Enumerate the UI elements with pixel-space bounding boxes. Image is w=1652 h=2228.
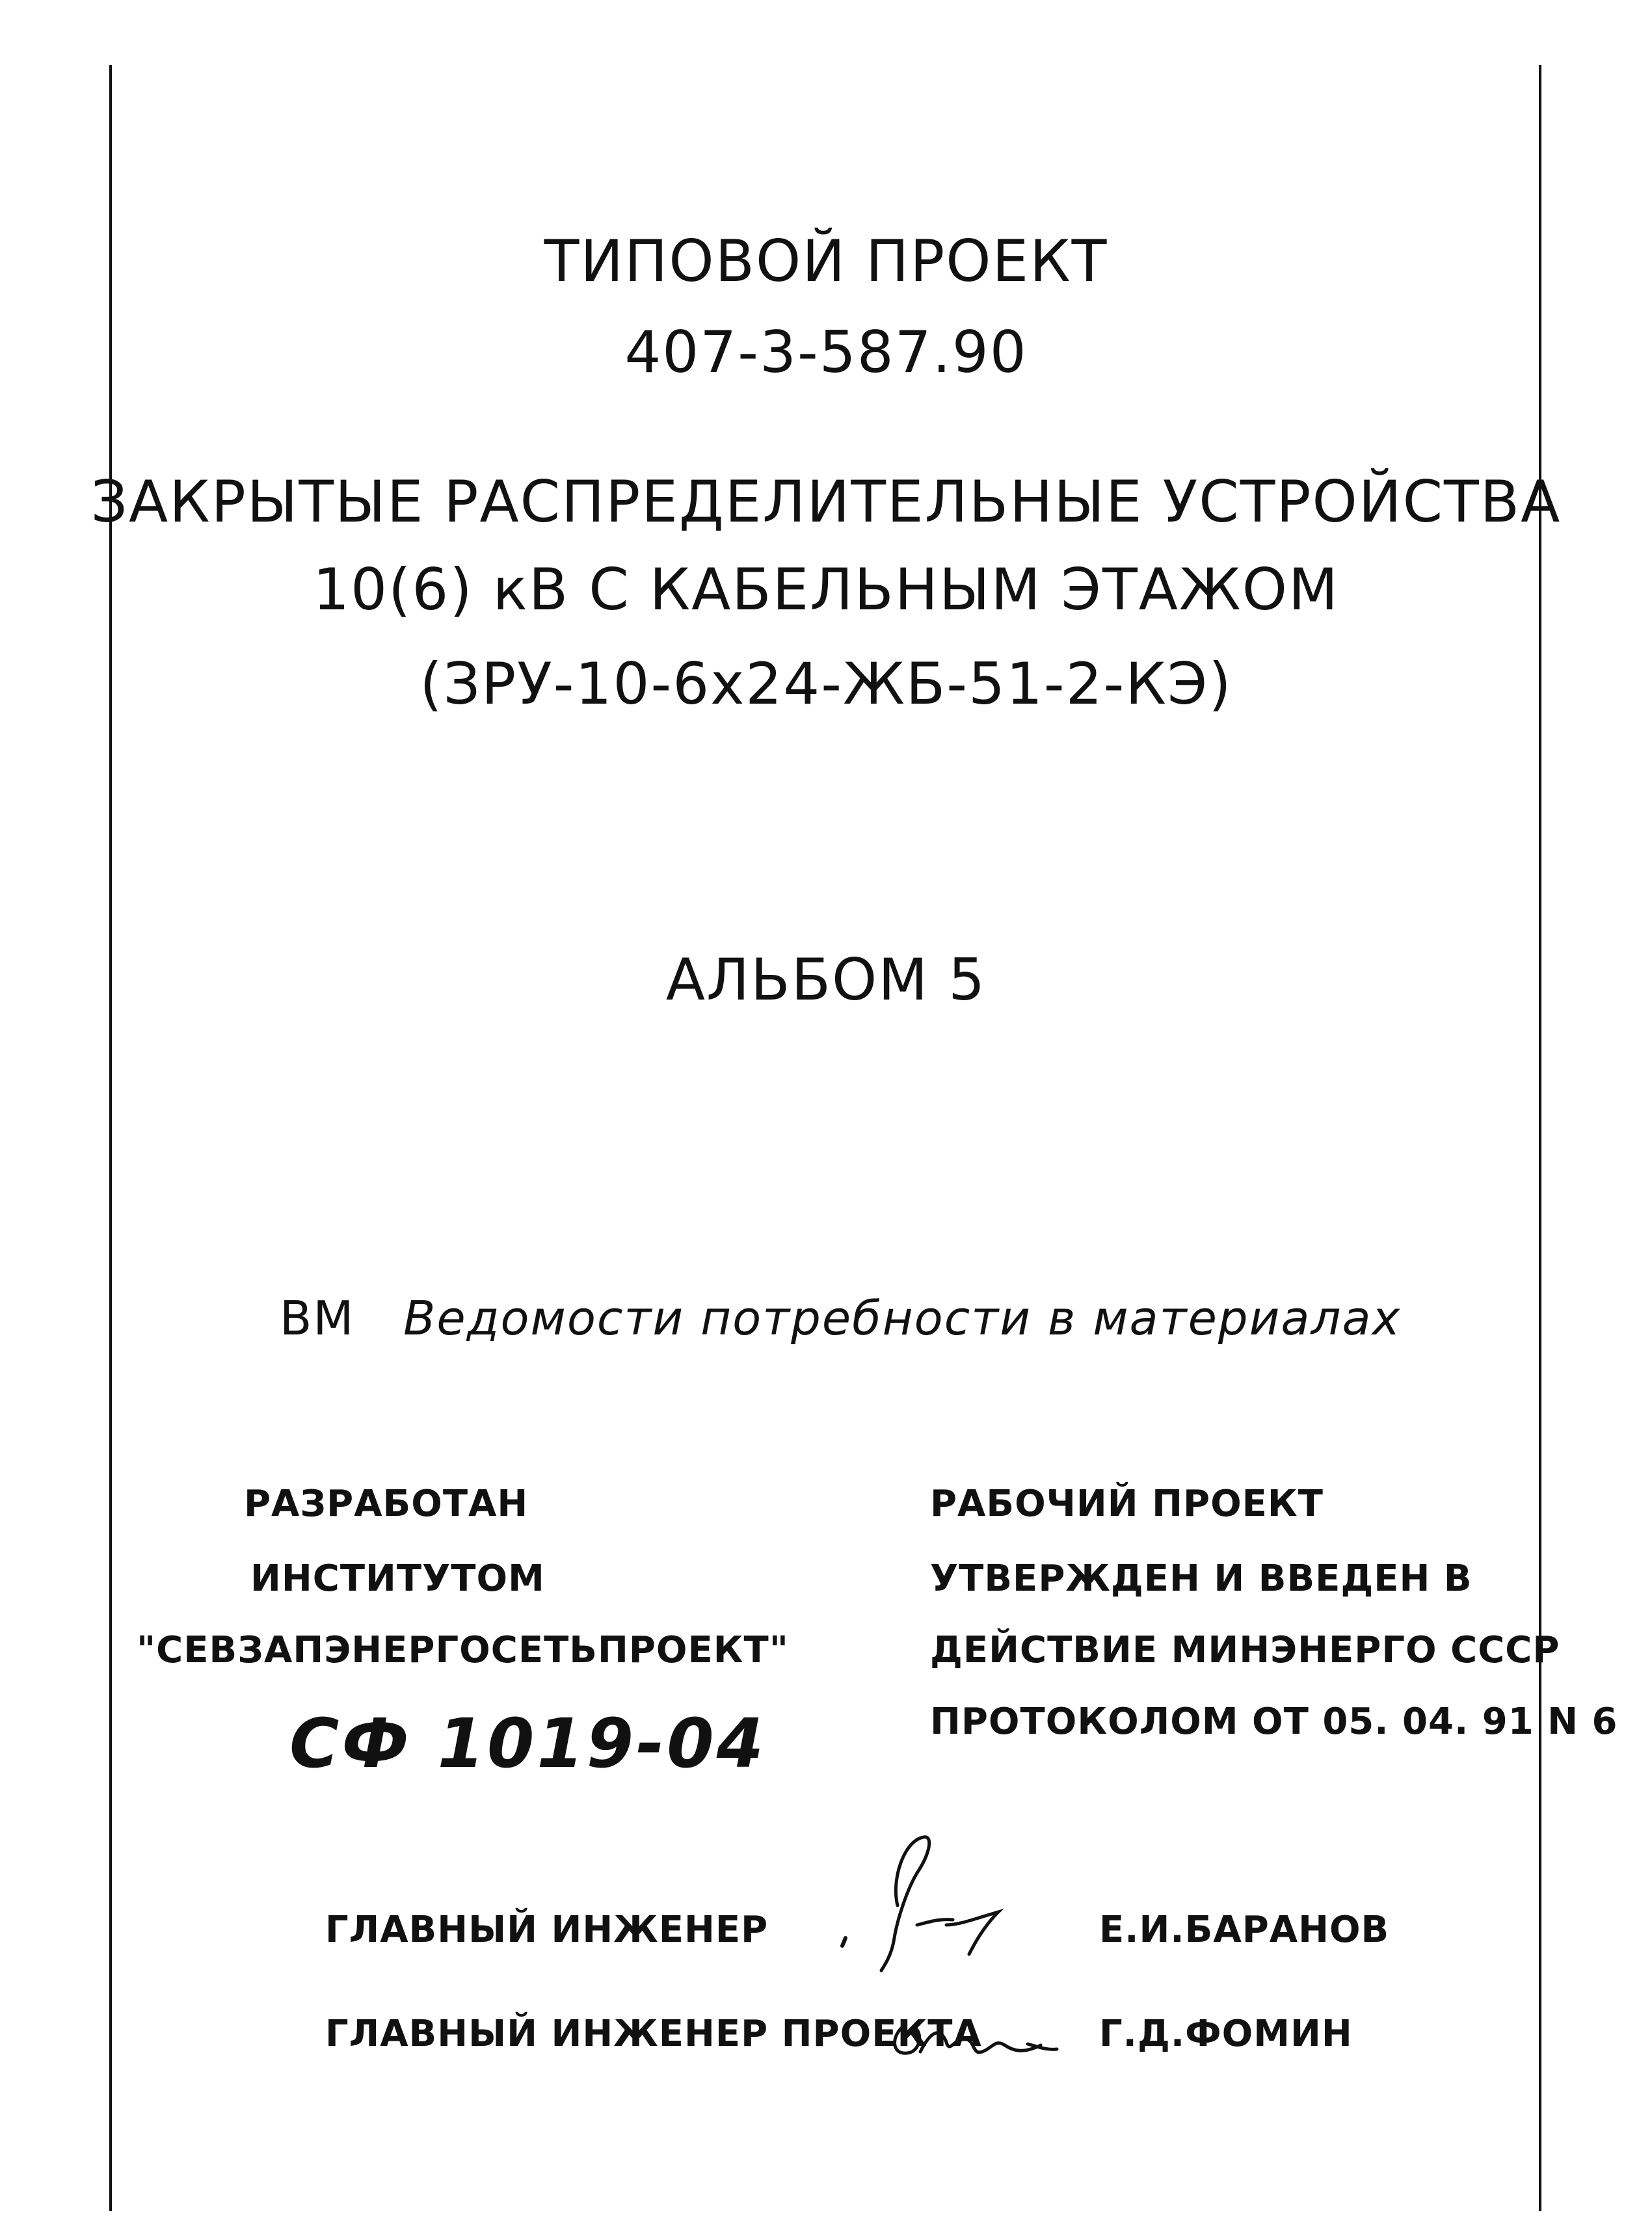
approval-line-3: ДЕЙСТВИЕ МИНЭНЕРГО СССР: [930, 1629, 1560, 1671]
developer-institute: "СЕВЗАПЭНЕРГОСЕТЬПРОЕКТ": [137, 1629, 789, 1671]
album-label: АЛЬБОМ 5: [665, 946, 987, 1013]
project-type: ТИПОВОЙ ПРОЕКТ: [544, 228, 1108, 295]
approval-line-1: РАБОЧИЙ ПРОЕКТ: [930, 1483, 1324, 1525]
frame-right-line: [1539, 65, 1541, 2211]
chief-engineer-name: Е.И.БАРАНОВ: [1099, 1909, 1390, 1951]
chief-project-engineer-role: ГЛАВНЫЙ ИНЖЕНЕР ПРОЕКТА: [325, 2013, 982, 2055]
section-code: ВМ: [280, 1291, 355, 1346]
title-line-1: ЗАКРЫТЫЕ РАСПРЕДЕЛИТЕЛЬНЫЕ УСТРОЙСТВА: [90, 468, 1562, 535]
approval-line-4: ПРОТОКОЛОМ ОТ 05. 04. 91 N 6: [930, 1701, 1618, 1743]
chief-project-engineer-signature-icon: [885, 2006, 1067, 2078]
developer-line-1: РАЗРАБОТАН: [244, 1483, 529, 1525]
approval-line-2: УТВЕРЖДЕН И ВВЕДЕН В: [930, 1558, 1472, 1600]
project-number: 407-3-587.90: [624, 319, 1028, 386]
frame-left-line: [109, 65, 112, 2211]
title-line-3: (ЗРУ-10-6х24-ЖБ-51-2-КЭ): [420, 650, 1232, 717]
developer-line-2: ИНСТИТУТОМ: [250, 1558, 545, 1600]
section-name: Ведомости потребности в материалах: [403, 1291, 1402, 1346]
chief-engineer-signature-icon: [819, 1827, 1015, 1977]
archive-code: СФ 1019-04: [289, 1704, 767, 1783]
title-line-2: 10(6) кВ С КАБЕЛЬНЫМ ЭТАЖОМ: [313, 556, 1339, 623]
chief-engineer-role: ГЛАВНЫЙ ИНЖЕНЕР: [325, 1909, 769, 1951]
chief-project-engineer-name: Г.Д.ФОМИН: [1099, 2013, 1353, 2055]
